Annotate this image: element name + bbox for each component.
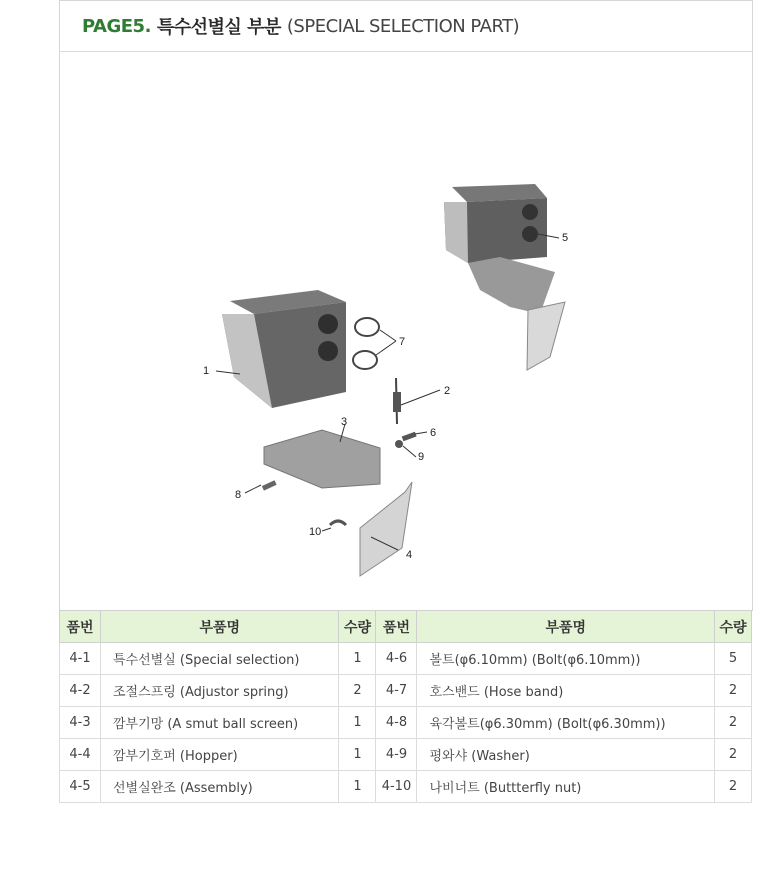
parts-table	[59, 610, 752, 803]
part-name: 선별실완조 (Assembly)	[101, 771, 339, 803]
part-qty: 5	[715, 643, 752, 675]
header-quantity: 수량	[715, 611, 752, 643]
part-no: 4-5	[60, 771, 101, 803]
callout-6: 6	[430, 427, 437, 439]
part-no: 4-6	[376, 643, 417, 675]
callout-5: 5	[562, 232, 569, 244]
table-header-row	[60, 611, 752, 643]
table-row	[60, 675, 752, 707]
part-no: 4-9	[376, 739, 417, 771]
title-english: (SPECIAL SELECTION PART)	[286, 15, 520, 37]
adjustor-spring-illustration	[393, 378, 401, 424]
table-row	[60, 643, 752, 675]
assembly-illustration	[444, 184, 565, 370]
part-qty: 1	[339, 739, 376, 771]
callout-7: 7	[399, 336, 406, 348]
part-qty: 1	[339, 771, 376, 803]
part-qty: 2	[715, 675, 752, 707]
parts-diagram	[60, 52, 752, 611]
part-name: 호스밴드 (Hose band)	[417, 675, 715, 707]
part-no: 4-2	[60, 675, 101, 707]
callout-8: 8	[235, 489, 242, 501]
part-no: 4-8	[376, 707, 417, 739]
part-qty: 1	[339, 707, 376, 739]
special-selection-illustration	[222, 290, 346, 408]
page-header	[60, 1, 752, 52]
part-no: 4-7	[376, 675, 417, 707]
header-part-name: 부품명	[101, 611, 339, 643]
table-row	[60, 771, 752, 803]
part-name: 평와샤 (Washer)	[417, 739, 715, 771]
callout-2: 2	[444, 385, 451, 397]
part-no: 4-10	[376, 771, 417, 803]
page-frame	[59, 0, 753, 611]
hopper-illustration	[360, 482, 412, 576]
callout-1: 1	[203, 365, 210, 377]
smut-ball-screen-illustration	[264, 430, 380, 488]
exploded-view-drawing	[60, 52, 752, 611]
part-name: 조절스프링 (Adjustor spring)	[101, 675, 339, 707]
part-qty: 2	[339, 675, 376, 707]
callout-4: 4	[406, 549, 413, 561]
part-qty: 1	[339, 643, 376, 675]
part-no: 4-1	[60, 643, 101, 675]
part-name: 육각볼트(φ6.30mm) (Bolt(φ6.30mm))	[417, 707, 715, 739]
part-qty: 2	[715, 771, 752, 803]
part-qty: 2	[715, 739, 752, 771]
header-part-no: 품번	[376, 611, 417, 643]
header-part-no: 품번	[60, 611, 101, 643]
part-no: 4-3	[60, 707, 101, 739]
header-part-name: 부품명	[417, 611, 715, 643]
title-korean: 특수선별실 부분	[156, 17, 281, 38]
header-quantity: 수량	[339, 611, 376, 643]
page-code: PAGE5.	[82, 15, 151, 37]
callout-9: 9	[418, 451, 425, 463]
hose-band-illustration	[353, 318, 379, 369]
table-row	[60, 739, 752, 771]
part-qty: 2	[715, 707, 752, 739]
part-name: 깜부기망 (A smut ball screen)	[101, 707, 339, 739]
callout-3: 3	[341, 416, 348, 428]
part-name: 특수선별실 (Special selection)	[101, 643, 339, 675]
part-name: 깜부기호퍼 (Hopper)	[101, 739, 339, 771]
table-row	[60, 707, 752, 739]
callout-10: 10	[309, 526, 322, 538]
part-name: 볼트(φ6.10mm) (Bolt(φ6.10mm))	[417, 643, 715, 675]
part-no: 4-4	[60, 739, 101, 771]
part-name: 나비너트 (Buttterfly nut)	[417, 771, 715, 803]
